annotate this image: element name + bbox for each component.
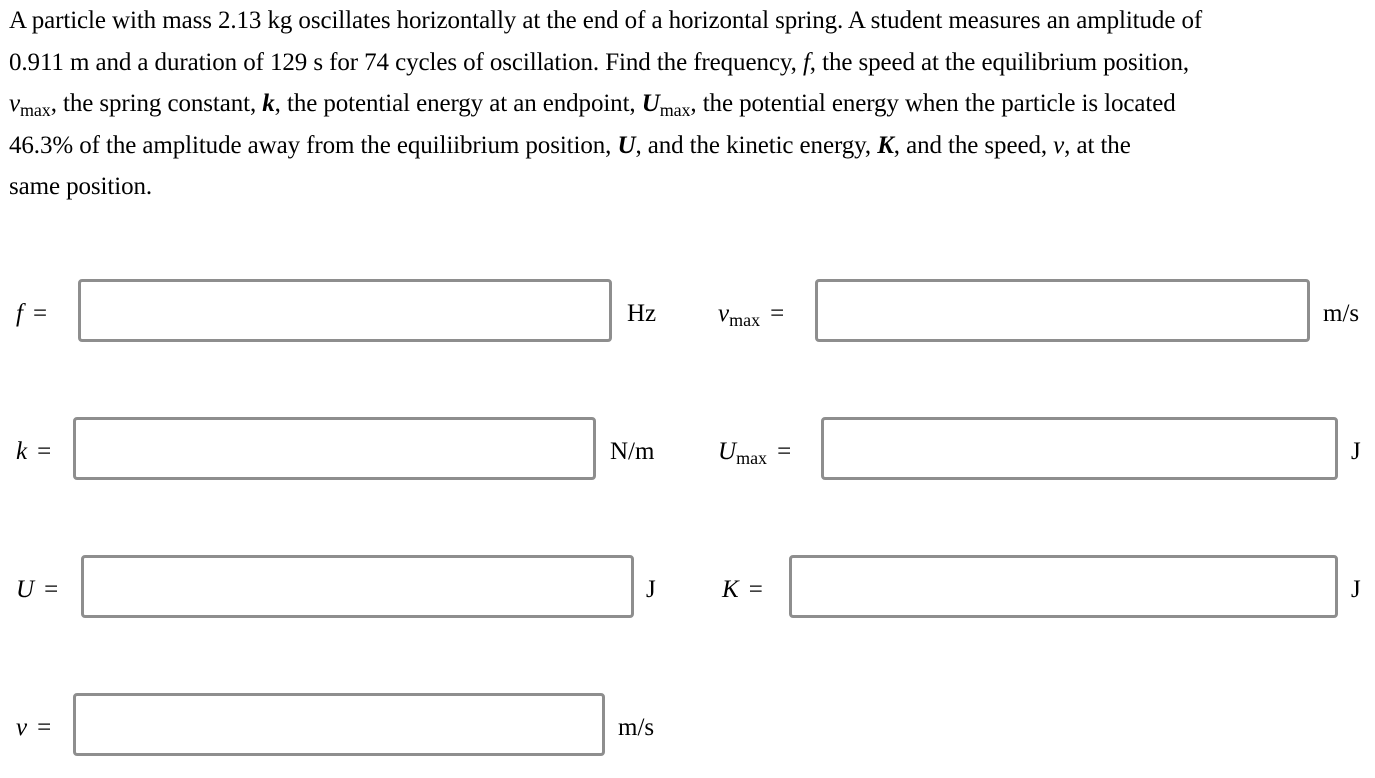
equals-sign: = — [32, 300, 48, 327]
symbol-U: U — [641, 90, 660, 117]
problem-text: , the spring constant, — [50, 90, 263, 117]
symbol-v: v — [9, 90, 20, 117]
label-vmax — [718, 299, 784, 329]
equals-sign: = — [37, 714, 52, 741]
unit-joule: J — [646, 576, 656, 603]
problem-line-2 — [9, 42, 1371, 84]
label-kinetic — [722, 575, 763, 605]
equals-sign: = — [37, 438, 52, 465]
vmax-input[interactable] — [815, 279, 1310, 342]
label-u — [16, 575, 58, 605]
problem-text: , and the speed, — [893, 131, 1054, 159]
problem-line-1 — [9, 0, 1371, 42]
speed-input[interactable] — [73, 693, 605, 756]
label-symbol: K — [722, 576, 739, 603]
label-k — [16, 437, 51, 467]
symbol-U: U — [617, 131, 636, 159]
unit-n-per-m: N/m — [610, 438, 655, 465]
subscript-max: max — [20, 100, 51, 120]
subscript-max: max — [729, 310, 761, 330]
label-symbol: U — [16, 576, 35, 603]
problem-text: A particle with mass 2.13 kg oscillates horizontally at the end of a horizontal spring. A student measures an amplitude of — [9, 7, 1203, 34]
problem-line-5 — [9, 166, 1371, 208]
problem-text: , and the kinetic energy, — [635, 131, 878, 159]
potential-energy-input[interactable] — [81, 555, 634, 618]
frequency-input[interactable] — [78, 279, 612, 342]
equals-sign: = — [770, 300, 785, 327]
unit-joule: J — [1351, 576, 1361, 603]
subscript-max: max — [736, 448, 768, 468]
unit-hz: Hz — [627, 300, 657, 327]
equals-sign: = — [748, 576, 763, 603]
problem-line-3 — [9, 83, 1371, 125]
symbol-K: K — [877, 131, 894, 159]
label-symbol: v — [718, 300, 730, 327]
subscript-max: max — [659, 100, 691, 120]
problem-text: 46.3% of the amplitude away from the equiliibrium position, — [9, 131, 618, 159]
label-v — [16, 713, 51, 743]
problem-statement — [9, 0, 1371, 208]
umax-input[interactable] — [821, 417, 1338, 480]
problem-text: 0.911 m and a duration of 129 s for 74 cycles of oscillation. Find the frequency, — [9, 48, 803, 76]
problem-text: , the potential energy at an endpoint, — [274, 90, 642, 117]
label-symbol: k — [16, 438, 28, 465]
problem-text: , at the — [1064, 131, 1131, 159]
symbol-k: k — [262, 90, 275, 117]
unit-joule: J — [1351, 438, 1361, 465]
unit-m-per-s: m/s — [618, 714, 655, 741]
unit-m-per-s: m/s — [1323, 300, 1360, 327]
label-symbol: U — [718, 438, 737, 465]
label-umax — [718, 437, 791, 467]
problem-text: , the potential energy when the particle is located — [690, 90, 1176, 117]
problem-line-4 — [9, 125, 1371, 167]
kinetic-energy-input[interactable] — [789, 555, 1338, 618]
label-symbol: v — [16, 714, 28, 741]
label-f — [16, 299, 47, 329]
symbol-f: f — [802, 48, 810, 76]
problem-text: , the speed at the equilibrium position, — [809, 48, 1190, 76]
label-symbol: f — [16, 300, 23, 327]
spring-constant-input[interactable] — [73, 417, 596, 480]
symbol-v: v — [1053, 131, 1065, 159]
problem-text: same position. — [9, 173, 153, 200]
equals-sign: = — [777, 438, 792, 465]
equals-sign: = — [44, 576, 59, 603]
